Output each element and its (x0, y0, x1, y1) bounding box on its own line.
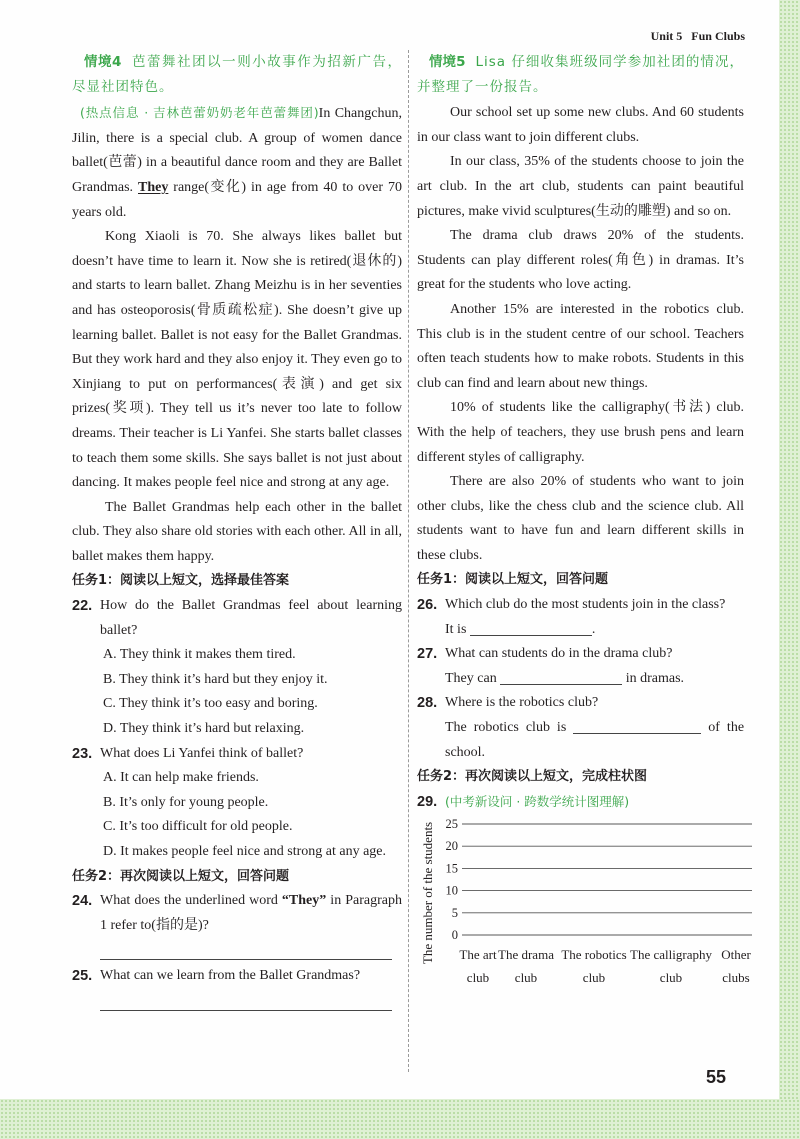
x-tick-label-3: The robotics club (561, 947, 627, 986)
report-paragraph-4: Another 15% are interested in the robotics club. This club is in the student centre of our school. Teachers often teach students how to make robots. Students in this club can find and learn about new things. (417, 301, 744, 391)
answer-sentence (445, 716, 744, 765)
x-tick-label-1: The art club (459, 947, 497, 986)
question-29-line (445, 790, 744, 816)
question-text: Where is the robotics club? (445, 695, 599, 711)
question-number: 26. (417, 597, 438, 614)
paragraph-1-end: range(变化) in age from 40 to over 70 years old. (72, 179, 402, 220)
question-text (100, 889, 402, 938)
report-paragraph-6: There are also 20% of students who want to join other clubs, like the chess club and the science club. All students want to have fun and learn different skills in these clubs. (417, 474, 744, 563)
answer-prefix: It is (445, 621, 467, 637)
answer-sentence (445, 667, 744, 692)
question-26 (417, 593, 744, 642)
option-b: B. They think it’s hard but they enjoy it. (103, 671, 328, 687)
answer-suffix: . (591, 621, 596, 637)
question-29-tag: (中考新设问 · 跨数学统计图理解) (445, 793, 630, 809)
passage-paragraph-2: Kong Xiaoli is 70. She always likes ballet but doesn’t have time to learn it. Now she is retired(退休的) and starts to learn ballet. Zhang Meizhu is in her seventies and has osteoporosis(骨质疏松症). She doesn’t give up learning ballet. Ballet is not easy for the Ballet Grandmas. But they work hard and they also enjoy it. They even go to Xinjiang to put on performances(表演) and get six prizes(奖项). They tell us it’s never too late to follow dreams. Their teacher is Li Yanfei. She starts ballet classes to teach them some skills. She says ballet is not just about dancing. It makes people feel nice and strong at any age. (72, 229, 402, 491)
question-29 (417, 790, 744, 816)
question-number: 24. (72, 893, 93, 910)
answer-blank (500, 670, 622, 685)
answer-prefix: The robotics club is (445, 720, 567, 736)
right-column (417, 50, 751, 993)
bar-chart (420, 815, 760, 993)
question-text: What does Li Yanfei think of ballet? (100, 745, 304, 761)
task-1-heading: 任务1：阅读以上短文，选择最佳答案 (72, 573, 290, 589)
unit-label: Unit 5 (650, 29, 683, 43)
y-tick-label-25: 25 (445, 817, 458, 832)
column-divider (408, 50, 409, 1072)
answer-sentence (445, 618, 744, 643)
paragraph-1-start: In Changchun, Jilin, there is a special club. A group of women dance ballet(芭蕾) in a beautiful dance room and they are Ballet Grandmas. (72, 106, 402, 195)
answer-line (100, 989, 392, 1011)
question-28 (417, 691, 744, 765)
scenario-4-label: 情境4 (84, 54, 122, 70)
option-a: A. They think it makes them tired. (103, 647, 296, 663)
option-d: D. They think it’s hard but relaxing. (103, 721, 305, 737)
question-number: 25. (72, 967, 93, 984)
option-b: B. It’s only for young people. (103, 794, 269, 810)
question-text-end: in Paragraph 1 refer to(指的是)? (100, 893, 402, 933)
report-paragraph-3: The drama club draws 20% of the students. Students can play different roles(角色) in dramas. It’s great for the students who love acting. (417, 228, 744, 293)
question-27 (417, 642, 744, 691)
scenario-5-label: 情境5 (429, 54, 466, 70)
scenario-5-intro (417, 50, 744, 99)
y-tick-label-5: 5 (451, 906, 458, 921)
question-number: 22. (72, 598, 93, 615)
passage-paragraph-3: The Ballet Grandmas help each other in the ballet club. They also share old stories with each other. All in all, ballet makes them happy. (72, 499, 402, 564)
page-number: 55 (706, 1067, 727, 1087)
y-axis-label: The number of the students (420, 822, 435, 965)
option-c: C. It’s too difficult for old people. (103, 819, 293, 835)
y-tick-label-20: 20 (445, 839, 458, 854)
underlined-word-they: They (138, 179, 169, 195)
scenario-5-text: Lisa 仔细收集班级同学参加社团的情况，并整理了一份报告。 (417, 54, 744, 95)
question-text: What can we learn from the Ballet Grandmas? (100, 967, 361, 983)
answer-blank (573, 719, 701, 734)
answer-line (100, 938, 392, 960)
unit-title: Fun Clubs (691, 29, 745, 43)
question-number: 28. (417, 695, 438, 712)
question-25 (72, 964, 402, 1011)
y-tick-label-15: 15 (445, 861, 458, 876)
y-tick-label-10: 10 (445, 884, 458, 899)
scenario-4-intro (72, 50, 402, 99)
y-tick-label-0: 0 (451, 928, 458, 943)
x-tick-label-4: The calligraphy club (630, 947, 712, 986)
answer-blank (470, 621, 592, 636)
report-paragraph-2: In our class, 35% of the students choose to join the art club. In the art club, students can paint beautiful pictures, make vivid sculptures(生动的雕塑) and so on. (417, 154, 744, 219)
running-header (651, 29, 745, 44)
question-number: 27. (417, 646, 438, 663)
question-number: 29. (417, 793, 438, 810)
decorative-edge-strip-bottom (0, 1099, 800, 1139)
option-d: D. It makes people feel nice and strong at any age. (103, 844, 387, 859)
answer-prefix: They can (445, 670, 497, 686)
question-23 (72, 742, 402, 865)
question-text-start: What does the underlined word (100, 893, 282, 909)
x-tick-label-2: The drama club (498, 947, 554, 986)
question-24 (72, 889, 402, 960)
decorative-edge-strip-right (779, 0, 800, 1139)
task-1-heading: 任务1：阅读以上短文，回答问题 (417, 572, 609, 588)
question-22 (72, 594, 402, 742)
report-paragraph-5: 10% of students like the calligraphy(书法) club. With the help of teachers, they use brush pens and learn different styles of calligraphy. (417, 400, 744, 465)
question-text: Which club do the most students join in the class? (445, 597, 726, 613)
hot-info-tag: (热点信息 · 吉林芭蕾奶奶老年芭蕾舞团) (80, 105, 319, 121)
quoted-word: “They” (281, 893, 327, 909)
question-text: How do the Ballet Grandmas feel about learning ballet? (100, 598, 402, 638)
task-2-heading: 任务2：再次阅读以上短文，回答问题 (72, 868, 290, 884)
answer-suffix: of the school. (445, 720, 745, 760)
option-a: A. It can help make friends. (103, 770, 259, 786)
answer-suffix: in dramas. (625, 670, 685, 686)
scenario-4-text: 芭蕾舞社团以一则小故事作为招新广告，尽显社团特色。 (72, 54, 402, 95)
question-number: 23. (72, 745, 93, 762)
report-paragraph-1: Our school set up some new clubs. And 60 students in our class want to join different clubs. (417, 105, 744, 145)
task-2-heading: 任务2：再次阅读以上短文，完成柱状图 (417, 769, 648, 785)
option-c: C. They think it’s too easy and boring. (103, 696, 318, 712)
question-text: What can students do in the drama club? (445, 646, 673, 662)
passage-paragraph-1 (72, 101, 402, 225)
x-tick-label-5: Other clubs (721, 947, 751, 986)
left-column (72, 50, 402, 1014)
